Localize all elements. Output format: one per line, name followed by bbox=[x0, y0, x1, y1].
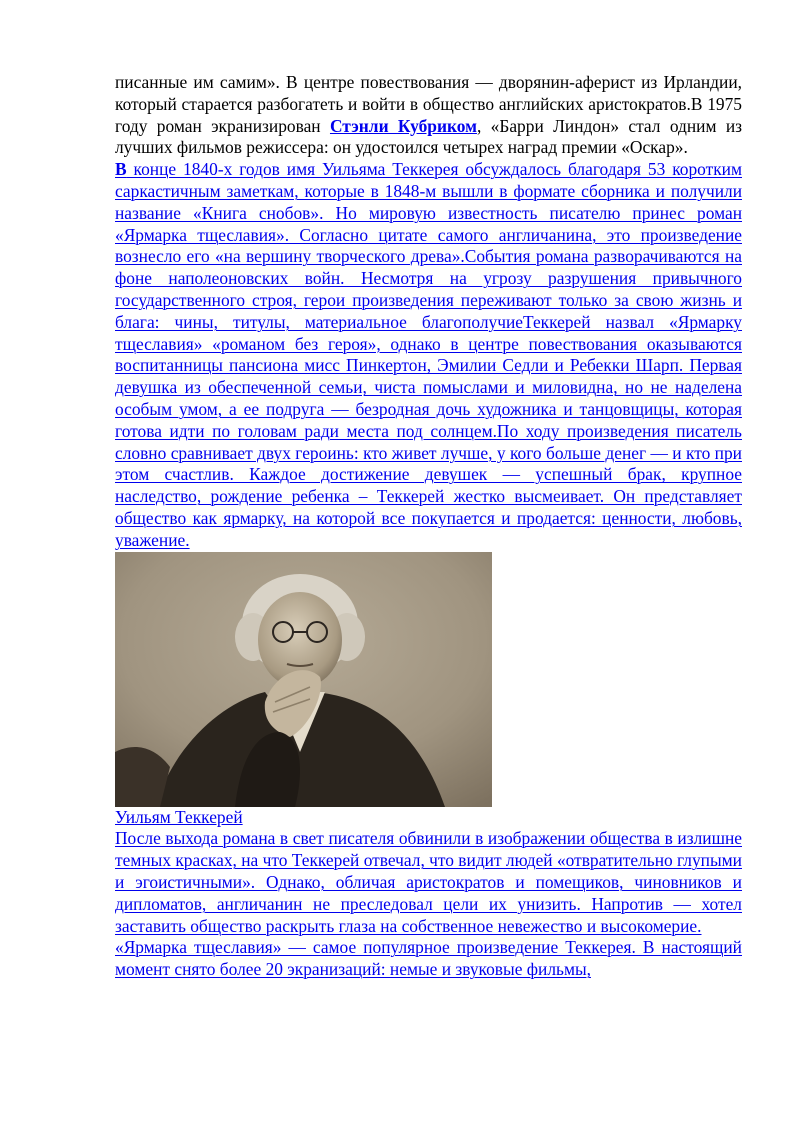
main-paragraph-link[interactable] bbox=[115, 159, 742, 551]
main-paragraph-initial: В bbox=[115, 159, 127, 180]
photo-caption[interactable]: Уильям Теккерей bbox=[115, 806, 243, 827]
intro-text-after: , «Барри Линдон» стал одним из лучших фильмов режиссера: он удостоился четырех наград премии «Оскар». bbox=[115, 115, 743, 158]
intro-text-before: писанные им самим». В центре повествования — дворянин-аферист из Ирландии, который старается разбогатеть и войти в общество английских аристократов.В 1975 году роман экранизирован bbox=[115, 72, 742, 136]
director-link[interactable]: Стэнли Кубриком bbox=[329, 115, 477, 136]
thackeray-portrait-image[interactable] bbox=[115, 552, 492, 807]
document-page bbox=[115, 72, 742, 981]
after-photo-paragraph[interactable]: После выхода романа в свет писателя обвинили в изображении общества в излишне темных красках, на что Теккерей отвечал, что видит людей «отвратительно глупыми и эгоистичными». Однако, обличая аристократов и помещиков, чиновников и дипломатов, англичанин не преследовал цели их унизить. Напротив — хотел заставить общество раскрыть глаза на собственное невежество и высокомерие. bbox=[115, 828, 742, 936]
last-paragraph[interactable]: «Ярмарка тщеславия» — самое популярное произведение Теккерея. В настоящий момент снято более 20 экранизаций: немые и звуковые фильмы, bbox=[115, 937, 742, 980]
intro-paragraph bbox=[115, 72, 742, 159]
main-paragraph-text: конце 1840-х годов имя Уильяма Теккерея обсуждалось благодаря 53 коротким саркастичным заметкам, которые в 1848-м вышли в формате сборника и получили название «Книга снобов». Но мировую известность писателю принес роман «Ярмарка тщеславия». Согласно цитате самого англичанина, это произведение вознесло его «на вершину творческого древа».События романа разворачиваются на фоне наполеоновских войн. Несмотря на угрозу разрушения привычного государственного строя, герои произведения переживают только за свою жизнь и блага: чины, титулы, материальное благополучиеТеккерей назвал «Ярмарку тщеславия» «романом без героя», однако в центре повествования оказываются воспитанницы пансиона мисс Пинкертон, Эмилии Седли и Ребекки Шарп. Первая девушка из обеспеченной семьи, чиста помыслами и миловидна, но не наделена особым умом, а ее подруга — безродная дочь художника и танцовщицы, которая готова идти по головам ради места под солнцем.По ходу произведения писатель словно сравнивает двух героинь: кто живет лучше, у кого больше денег — и кто при этом счастлив. Каждое достижение девушек — успешный брак, крупное наследство, рождение ребенка – Теккерей жестко высмеивает. Он представляет общество как ярмарку, на которой все покупается и продается: ценности, любовь, уважение. bbox=[115, 159, 742, 550]
